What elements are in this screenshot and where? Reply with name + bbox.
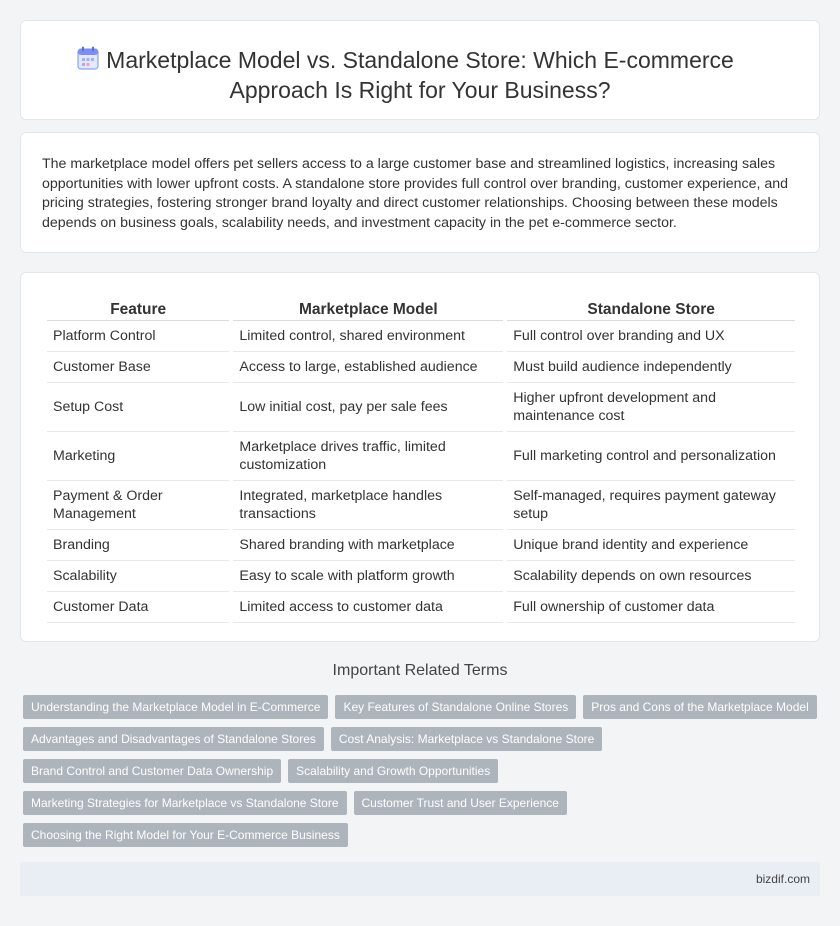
comparison-table — [43, 297, 799, 623]
footer — [20, 862, 820, 896]
table-row — [47, 432, 795, 481]
marketplace-cell: Low initial cost, pay per sale fees — [233, 383, 503, 432]
standalone-cell: Higher upfront development and maintenance cost — [507, 383, 795, 432]
tag-row — [23, 823, 813, 847]
table-row — [47, 481, 795, 530]
related-term-tag[interactable]: Marketing Strategies for Marketplace vs Standalone Store — [23, 791, 347, 815]
standalone-cell: Unique brand identity and experience — [507, 530, 795, 561]
tag-row — [23, 791, 813, 815]
table-row — [47, 321, 795, 352]
related-term-tag[interactable]: Cost Analysis: Marketplace vs Standalone Store — [331, 727, 602, 751]
page-title-line-1: Marketplace Model vs. Standalone Store: Which E-commerce — [106, 47, 734, 73]
header-standalone: Standalone Store — [507, 297, 795, 321]
feature-cell: Scalability — [47, 561, 229, 592]
marketplace-cell: Easy to scale with platform growth — [233, 561, 503, 592]
related-term-tag[interactable]: Customer Trust and User Experience — [354, 791, 567, 815]
standalone-cell: Must build audience independently — [507, 352, 795, 383]
marketplace-cell: Access to large, established audience — [233, 352, 503, 383]
marketplace-cell: Marketplace drives traffic, limited customization — [233, 432, 503, 481]
header-marketplace: Marketplace Model — [233, 297, 503, 321]
marketplace-cell: Limited access to customer data — [233, 592, 503, 623]
table-row — [47, 383, 795, 432]
standalone-cell: Full control over branding and UX — [507, 321, 795, 352]
standalone-cell: Full ownership of customer data — [507, 592, 795, 623]
related-term-tag[interactable]: Understanding the Marketplace Model in E-Commerce — [23, 695, 328, 719]
header-feature: Feature — [47, 297, 229, 321]
related-term-tag[interactable]: Choosing the Right Model for Your E-Commerce Business — [23, 823, 348, 847]
intro-paragraph: The marketplace model offers pet sellers access to a large customer base and streamlined logistics, increasing sales opportunities with lower upfront costs. A standalone store provides full control over branding, customer experience, and pricing strategies, fostering stronger brand loyalty and direct customer relationships. Choosing between these models depends on business goals, scalability needs, and investment capacity in the pet e-commerce sector. — [42, 156, 789, 231]
standalone-cell: Self-managed, requires payment gateway setup — [507, 481, 795, 530]
tag-row — [23, 727, 813, 751]
tag-row — [23, 759, 813, 783]
page-title-line-2: Approach Is Right for Your Business? — [229, 77, 611, 103]
marketplace-cell: Shared branding with marketplace — [233, 530, 503, 561]
marketplace-cell: Integrated, marketplace handles transactions — [233, 481, 503, 530]
page-title — [21, 45, 819, 105]
table-header-row — [47, 297, 795, 321]
intro-card — [20, 132, 820, 253]
tag-row — [23, 695, 813, 719]
comparison-card — [20, 272, 820, 642]
footer-site-link[interactable]: bizdif.com — [755, 872, 810, 886]
related-terms-heading: Important Related Terms — [332, 662, 508, 679]
related-term-tag[interactable]: Advantages and Disadvantages of Standalone Stores — [23, 727, 324, 751]
feature-cell: Customer Base — [47, 352, 229, 383]
feature-cell: Marketing — [47, 432, 229, 481]
feature-cell: Branding — [47, 530, 229, 561]
marketplace-cell: Limited control, shared environment — [233, 321, 503, 352]
feature-cell: Platform Control — [47, 321, 229, 352]
related-terms-list — [23, 695, 813, 855]
table-row — [47, 592, 795, 623]
table-row — [47, 561, 795, 592]
header-card — [20, 20, 820, 120]
feature-cell: Setup Cost — [47, 383, 229, 432]
related-term-tag[interactable]: Key Features of Standalone Online Stores — [335, 695, 576, 719]
related-term-tag[interactable]: Brand Control and Customer Data Ownership — [23, 759, 281, 783]
feature-cell: Customer Data — [47, 592, 229, 623]
related-term-tag[interactable]: Pros and Cons of the Marketplace Model — [583, 695, 816, 719]
table-row — [47, 352, 795, 383]
standalone-cell: Scalability depends on own resources — [507, 561, 795, 592]
table-row — [47, 530, 795, 561]
feature-cell: Payment & Order Management — [47, 481, 229, 530]
standalone-cell: Full marketing control and personalization — [507, 432, 795, 481]
related-term-tag[interactable]: Scalability and Growth Opportunities — [288, 759, 498, 783]
